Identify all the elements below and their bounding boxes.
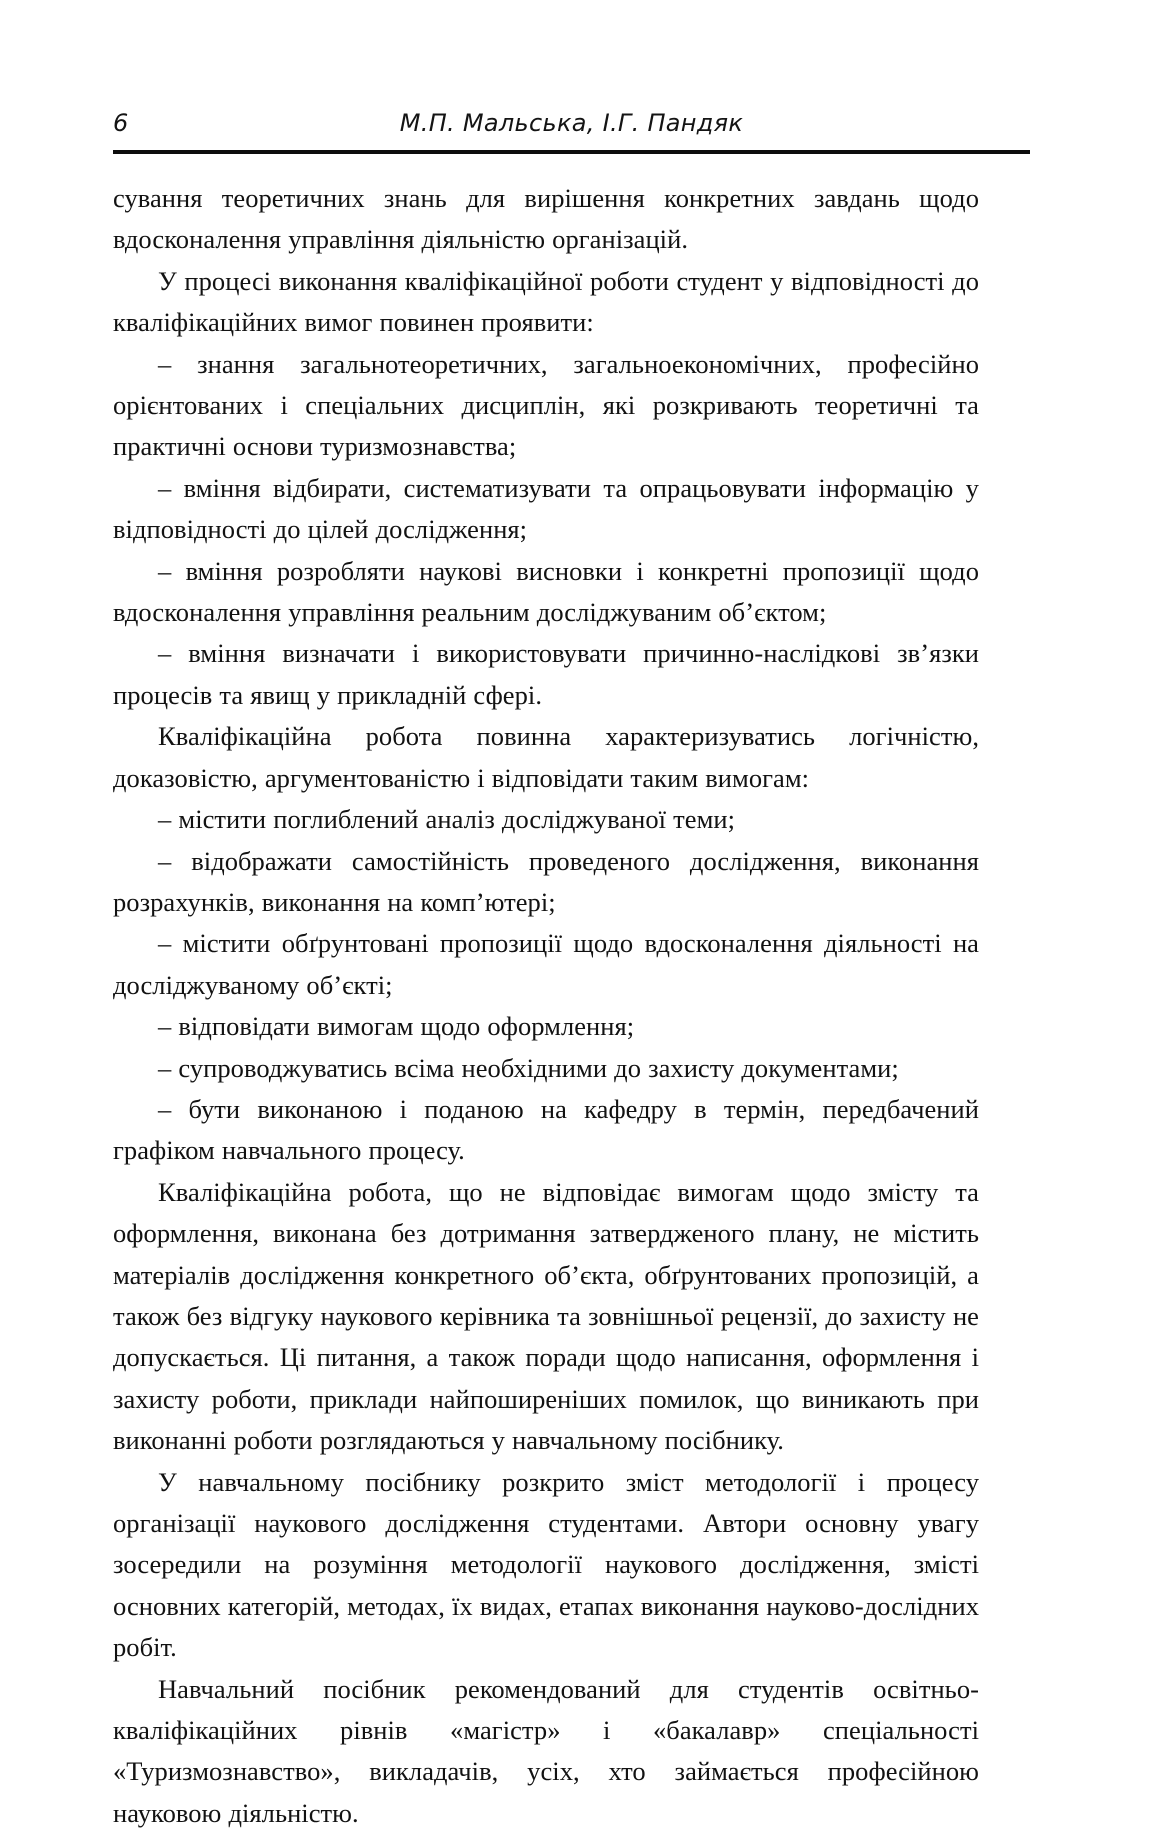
header-divider <box>113 150 1030 154</box>
body-paragraph: У процесі виконання кваліфікаційної роботи студент у відповідності до кваліфікаційних вимог повинен проявити: <box>113 265 979 338</box>
list-item-paragraph: – вміння розробляти наукові висновки і конкретні пропозиції щодо вдосконалення управління реальним досліджуваним об’єктом; <box>113 555 979 628</box>
list-item-paragraph: – бути виконаною і поданою на кафедру в термін, передбачений графіком навчального процесу. <box>113 1093 979 1166</box>
body-paragraph: Кваліфікаційна робота повинна характеризуватись логічністю, доказовістю, аргументованістю і відповідати таким вимогам: <box>113 721 979 793</box>
list-item-paragraph: – супроводжуватись всіма необхідними до захисту документами; <box>158 1052 899 1083</box>
list-item-paragraph: – відображати самостійність проведеного дослідження, виконання розрахунків, виконання на комп’ютері; <box>113 845 979 917</box>
body-text-block <box>113 178 979 1834</box>
page-number: 6 <box>113 109 129 137</box>
body-paragraph: Навчальний посібник рекомендований для студентів освітньо-кваліфікаційних рівнів «магістр» і «бакалавр» спеціальності «Туризмознавство», викладачів, усіх, хто займається професійною науковою діяльністю. <box>113 1673 979 1828</box>
list-item-paragraph: – вміння відбирати, систематизувати та опрацьовувати інформацію у відповідності до цілей дослідження; <box>113 472 979 545</box>
list-item-paragraph: – містити обґрунтовані пропозиції щодо вдосконалення діяльності на досліджуваному об’єкті; <box>113 928 979 1000</box>
header-authors: М.П. Мальська, І.Г. Пандяк <box>399 109 744 137</box>
list-item-paragraph: – відповідати вимогам щодо оформлення; <box>158 1011 635 1042</box>
page-header <box>113 108 1030 150</box>
body-paragraph: Кваліфікаційна робота, що не відповідає вимогам щодо змісту та оформлення, виконана без дотримання затвердженого плану, не містить матеріалів дослідження конкретного об’єкта, обґрунтованих пропозицій, а також без відгуку наукового керівника та зовнішньої рецензії, до захисту не допускається. Ці питання, а також поради щодо написання, оформлення і захисту роботи, приклади найпоширеніших помилок, що виникають при виконанні роботи розглядаються у навчальному посібнику. <box>113 1176 979 1456</box>
list-item-paragraph: – знання загальнотеоретичних, загальноекономічних, професійно орієнтованих і спеціальних дисциплін, які розкривають теоретичні та практичні основи туризмознавства; <box>113 348 979 462</box>
body-paragraph: У навчальному посібнику розкрито зміст методології і процесу організації наукового дослідження студентами. Автори основну увагу зосередили на розуміння методології наукового дослідження, змісті основних категорій, методах, їх видах, етапах виконання науково-дослідних робіт. <box>113 1466 979 1663</box>
list-item-paragraph: – містити поглиблений аналіз досліджуваної теми; <box>158 804 736 835</box>
body-paragraph: сування теоретичних знань для вирішення конкретних завдань щодо вдосконалення управління діяльністю організацій. <box>113 183 979 255</box>
list-item-paragraph: – вміння визначати і використовувати причинно-наслідкові зв’язки процесів та явищ у прикладній сфері. <box>113 638 979 710</box>
